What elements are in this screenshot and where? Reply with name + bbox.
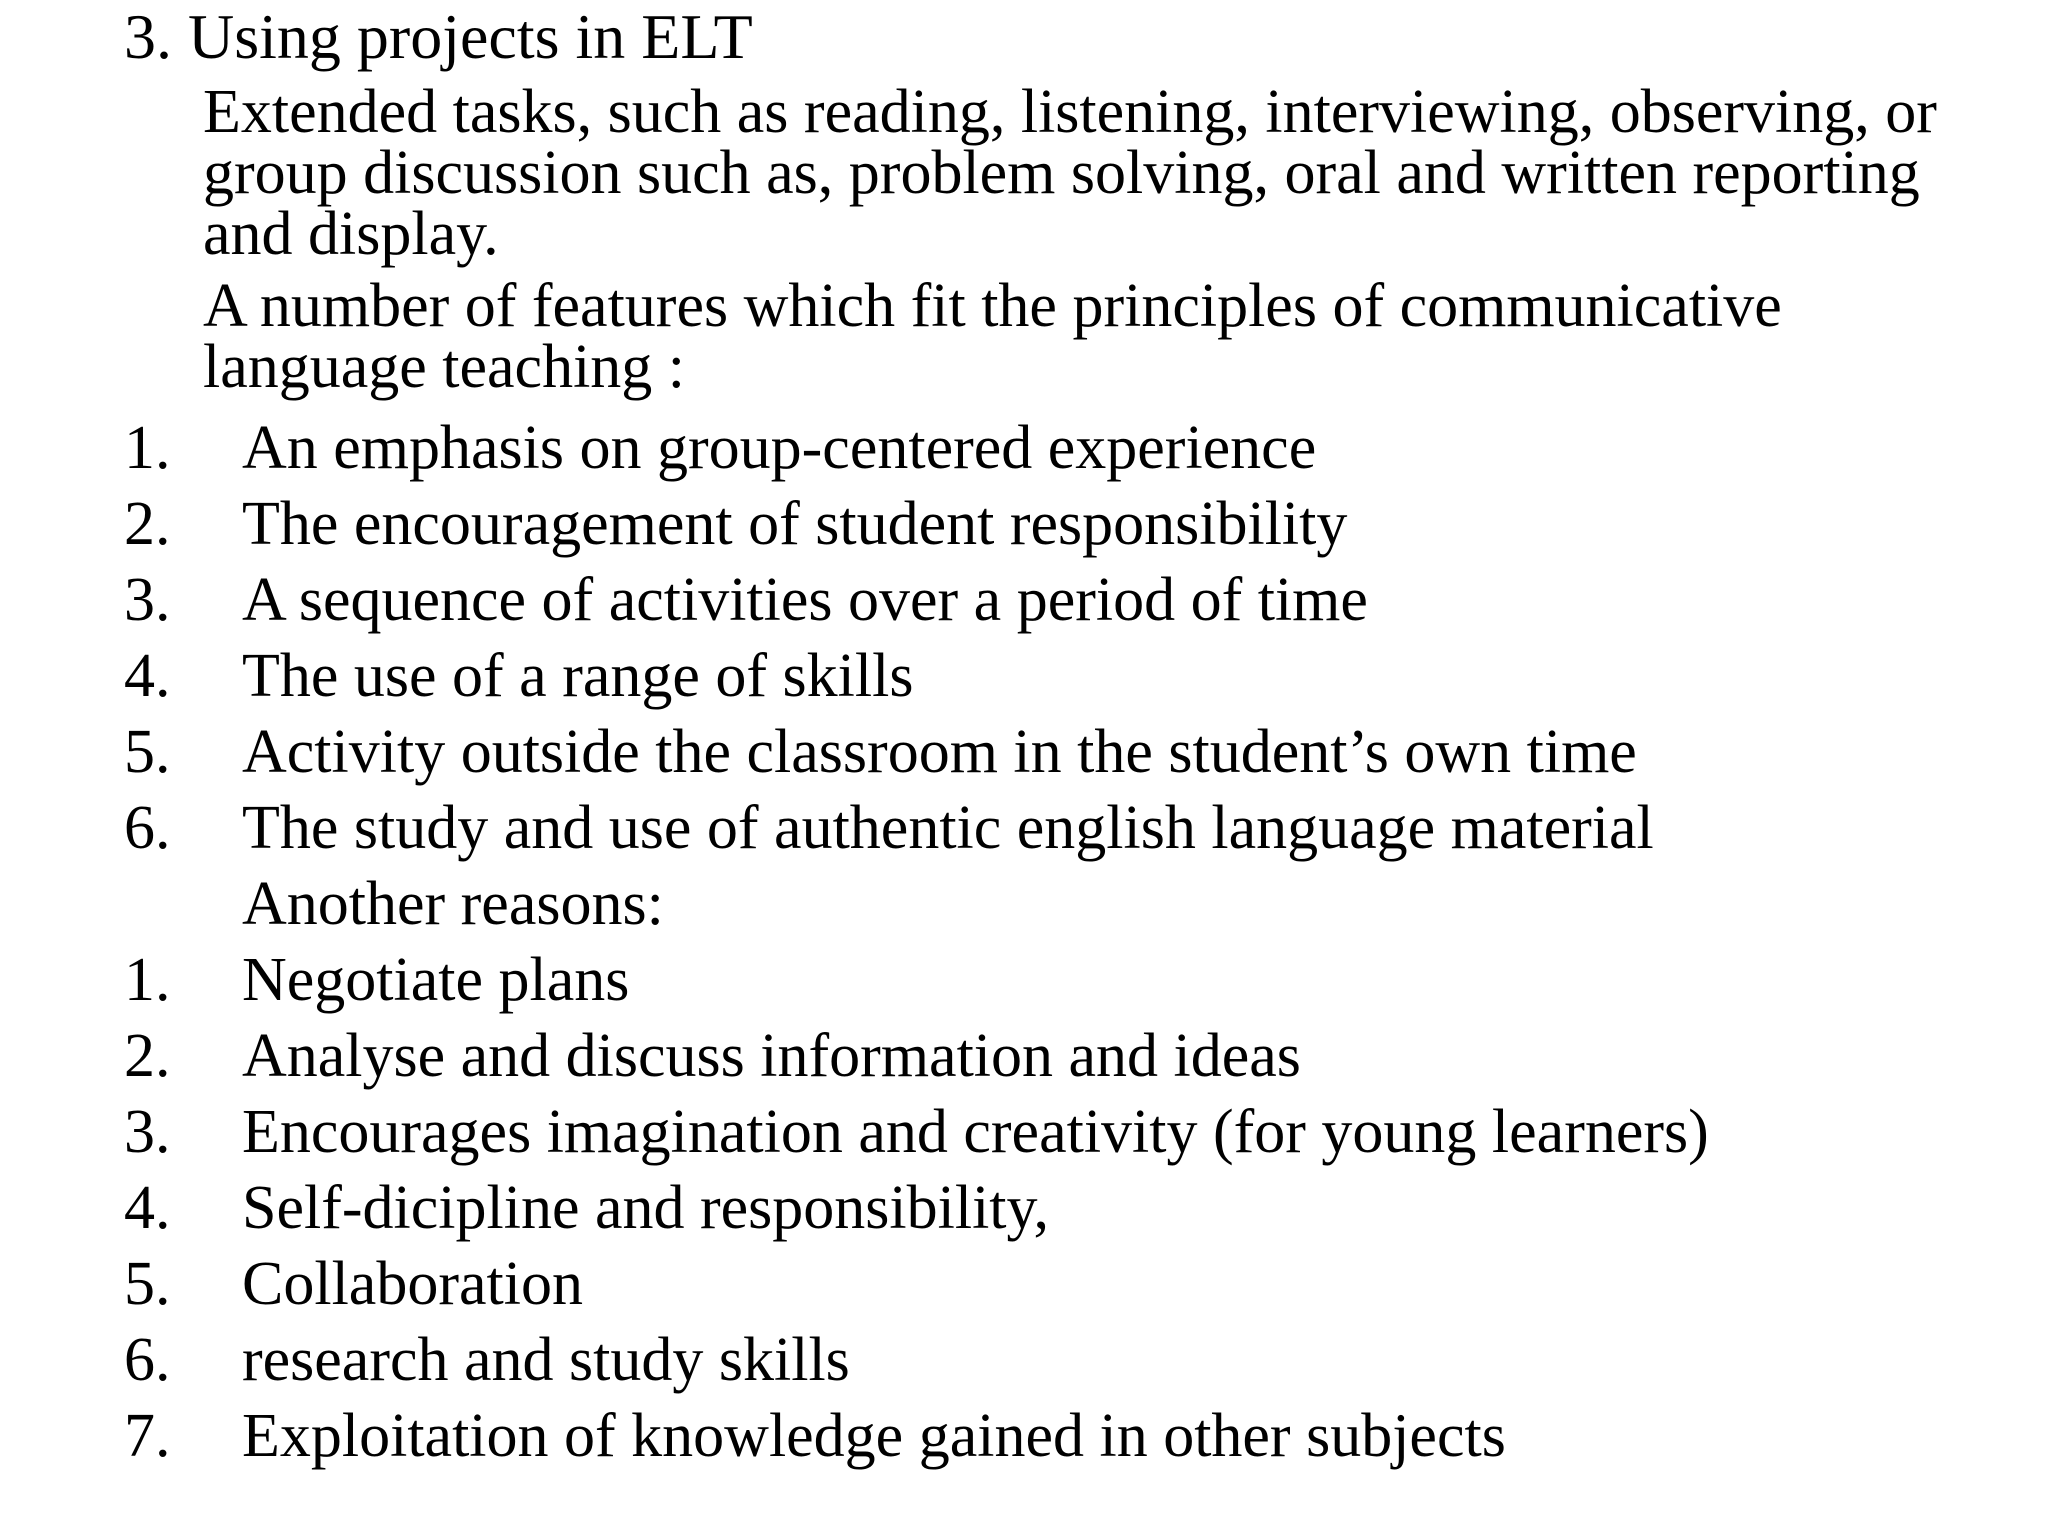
list-item-number: 5.: [124, 1250, 171, 1318]
features-intro-paragraph: A number of features which fit the principles of communicative language teaching :: [203, 272, 1782, 401]
list-item-number: 1.: [124, 414, 171, 482]
list-item-text: The use of a range of skills: [242, 642, 914, 710]
list-item-text: Analyse and discuss information and ideas: [242, 1022, 1301, 1090]
list-item-text: Activity outside the classroom in the student’s own time: [242, 718, 1637, 786]
list-item-number: 3.: [124, 1098, 171, 1166]
list-item-text: Self-dicipline and responsibility,: [242, 1174, 1049, 1242]
page-title: 3. Using projects in ELT: [124, 1, 753, 72]
list-item-text: The study and use of authentic english language material: [242, 794, 1654, 862]
other-reasons-heading: Another reasons:: [242, 870, 664, 938]
list-item-text: Collaboration: [242, 1250, 583, 1318]
list-item-text: An emphasis on group-centered experience: [242, 414, 1317, 482]
list-item-number: 2.: [124, 490, 171, 558]
list-item-number: 1.: [124, 946, 171, 1014]
list-item-number: 6.: [124, 1326, 171, 1394]
list-item-number: 4.: [124, 642, 171, 710]
list-item-text: The encouragement of student responsibility: [242, 490, 1348, 558]
list-item-number: 3.: [124, 566, 171, 634]
list-item-text: A sequence of activities over a period of time: [242, 566, 1368, 634]
list-item-text: Exploitation of knowledge gained in other subjects: [242, 1402, 1506, 1470]
list-item-number: 2.: [124, 1022, 171, 1090]
list-item-number: 6.: [124, 794, 171, 862]
list-item-text: Negotiate plans: [242, 946, 630, 1014]
list-item-number: 4.: [124, 1174, 171, 1242]
list-item-text: research and study skills: [242, 1326, 850, 1394]
list-item-number: 7.: [124, 1402, 171, 1470]
list-item-number: 5.: [124, 718, 171, 786]
intro-paragraph: Extended tasks, such as reading, listening, interviewing, observing, or group discussion such as, problem solving, oral and written reporting and display.: [203, 78, 1937, 268]
list-item-text: Encourages imagination and creativity (for young learners): [242, 1098, 1709, 1166]
